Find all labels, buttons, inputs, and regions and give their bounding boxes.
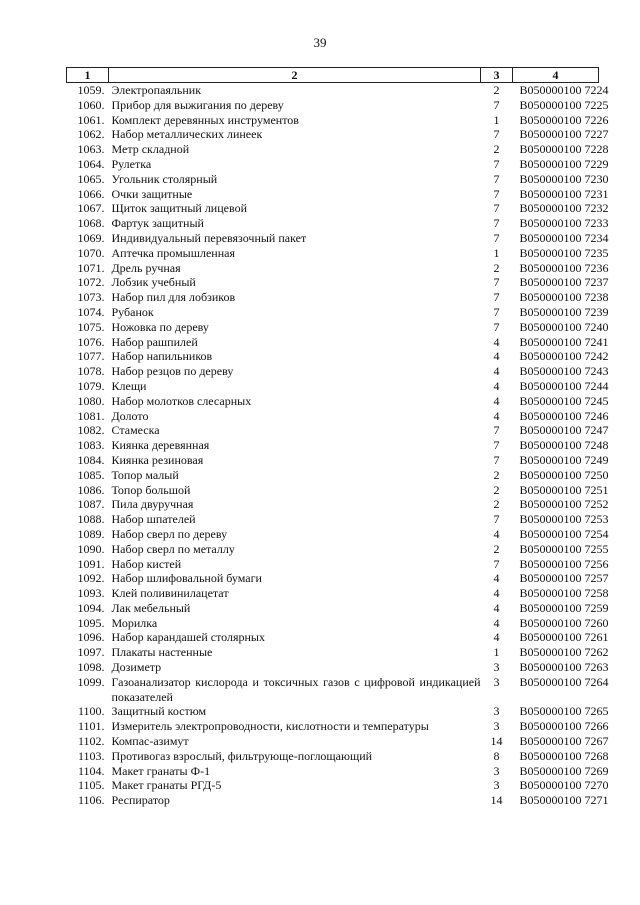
item-code: B050000100 7251 [519, 482, 609, 497]
row-number: 1088. [77, 512, 105, 527]
item-quantity: 4 [493, 364, 500, 379]
item-code: B050000100 7271 [519, 793, 609, 808]
item-code: B050000100 7227 [519, 127, 609, 142]
table-row [67, 453, 599, 468]
item-code: B050000100 7253 [519, 512, 609, 527]
item-code: B050000100 7234 [519, 230, 609, 245]
item-name: Набор карандашей столярных [111, 630, 265, 645]
row-number: 1089. [77, 526, 105, 541]
item-quantity: 4 [493, 526, 500, 541]
row-number: 1071. [77, 260, 105, 275]
item-code: B050000100 7230 [519, 171, 609, 186]
item-name: Защитный костюм [111, 704, 207, 719]
row-number: 1074. [77, 304, 105, 319]
item-code: B050000100 7247 [519, 423, 609, 438]
table-row [67, 749, 599, 764]
item-code: B050000100 7259 [519, 600, 609, 615]
item-quantity: 7 [493, 127, 500, 142]
row-number: 1080. [77, 393, 105, 408]
inventory-table [66, 67, 609, 808]
table-row [67, 793, 599, 808]
table-row [67, 423, 599, 438]
item-quantity: 7 [493, 304, 500, 319]
item-name: Плакаты настенные [111, 645, 213, 660]
header-row [67, 68, 599, 83]
table-row [67, 113, 599, 128]
item-name: Метр складной [111, 142, 190, 157]
row-number: 1091. [77, 556, 105, 571]
table-row [67, 734, 599, 749]
item-code: B050000100 7249 [519, 452, 609, 467]
item-quantity: 7 [493, 156, 500, 171]
item-code: B050000100 7241 [519, 334, 609, 349]
item-name: Дрель ручная [111, 260, 181, 275]
row-number: 1106. [77, 793, 105, 808]
row-number: 1077. [77, 349, 105, 364]
table-row [67, 305, 599, 320]
table-body [67, 83, 609, 809]
item-name: Измеритель электропроводности, кислотности и температуры [111, 719, 429, 734]
item-name: Набор напильников [111, 349, 213, 364]
item-code: B050000100 7229 [519, 156, 609, 171]
item-code: B050000100 7258 [519, 586, 609, 601]
item-name: Долото [111, 408, 149, 423]
item-code: B050000100 7262 [519, 645, 609, 660]
table-row [67, 468, 599, 483]
table-row [67, 542, 599, 557]
item-quantity: 2 [493, 541, 500, 556]
table-row [67, 216, 599, 231]
item-quantity: 4 [493, 600, 500, 615]
item-code: B050000100 7250 [519, 467, 609, 482]
row-number: 1084. [77, 452, 105, 467]
table-row [67, 601, 599, 616]
item-code: B050000100 7235 [519, 245, 609, 260]
row-number: 1103. [77, 748, 105, 763]
item-quantity: 2 [493, 497, 500, 512]
item-quantity: 2 [493, 260, 500, 275]
item-code: B050000100 7240 [519, 319, 609, 334]
row-number: 1059. [77, 83, 105, 97]
table-row [67, 571, 599, 586]
item-code: B050000100 7267 [519, 734, 609, 749]
row-number: 1075. [77, 319, 105, 334]
item-code: B050000100 7260 [519, 615, 609, 630]
item-name: Киянка резиновая [111, 452, 204, 467]
table-row [67, 364, 599, 379]
row-number: 1078. [77, 364, 105, 379]
table-row [67, 557, 599, 572]
item-quantity: 7 [493, 201, 500, 216]
item-code: B050000100 7263 [519, 660, 609, 675]
table-row [67, 645, 599, 660]
item-name: Очки защитные [111, 186, 193, 201]
item-name: Набор пил для лобзиков [111, 290, 236, 305]
item-name: Набор металлических линеек [111, 127, 263, 142]
item-code: B050000100 7224 [519, 83, 609, 97]
item-name: Набор молотков слесарных [111, 393, 252, 408]
item-code: B050000100 7228 [519, 142, 609, 157]
table-row [67, 704, 599, 719]
item-quantity: 4 [493, 349, 500, 364]
item-name: Набор кистей [111, 556, 182, 571]
item-code: B050000100 7238 [519, 290, 609, 305]
row-number: 1065. [77, 171, 105, 186]
item-quantity: 7 [493, 97, 500, 112]
item-name: Макет гранаты Ф-1 [111, 763, 211, 778]
item-name: Набор сверл по металлу [111, 541, 235, 556]
table-row [67, 778, 599, 793]
header-col-quantity: 3 [481, 68, 513, 83]
item-quantity: 4 [493, 334, 500, 349]
row-number: 1104. [77, 763, 105, 778]
table-row [67, 201, 599, 216]
table-row [67, 142, 599, 157]
item-code: B050000100 7232 [519, 201, 609, 216]
item-code: B050000100 7269 [519, 763, 609, 778]
table-row [67, 719, 599, 734]
table-row [67, 290, 599, 305]
item-name: Аптечка промышленная [111, 245, 235, 260]
item-code: B050000100 7226 [519, 112, 609, 127]
item-code: B050000100 7243 [519, 364, 609, 379]
item-quantity: 4 [493, 586, 500, 601]
row-number: 1100. [77, 704, 105, 719]
header-col-number: 1 [67, 68, 109, 83]
table-row [67, 630, 599, 645]
item-name: Набор шпателей [111, 512, 196, 527]
row-number: 1098. [77, 660, 105, 675]
item-name: Компас-азимут [111, 734, 189, 749]
row-number: 1099. [77, 674, 105, 689]
table-row [67, 335, 599, 350]
item-name: Угольник столярный [111, 171, 218, 186]
row-number: 1076. [77, 334, 105, 349]
item-code: B050000100 7239 [519, 304, 609, 319]
row-number: 1094. [77, 600, 105, 615]
item-quantity: 4 [493, 408, 500, 423]
row-number: 1105. [77, 778, 105, 793]
item-name: Индивидуальный перевязочный пакет [111, 230, 307, 245]
item-name: Набор шлифовальной бумаги [111, 571, 262, 586]
item-name: Топор большой [111, 482, 191, 497]
item-quantity: 14 [490, 793, 503, 808]
item-name: Рулетка [111, 156, 152, 171]
item-name: Набор резцов по дереву [111, 364, 234, 379]
item-code: B050000100 7264 [519, 674, 609, 689]
item-quantity: 7 [493, 290, 500, 305]
item-name: Противогаз взрослый, фильтрующе-поглощающий [111, 748, 373, 763]
item-quantity: 2 [493, 142, 500, 157]
item-quantity: 7 [493, 423, 500, 438]
table-row [67, 438, 599, 453]
table-row [67, 764, 599, 779]
item-code: B050000100 7245 [519, 393, 609, 408]
item-code: B050000100 7233 [519, 216, 609, 231]
row-number: 1102. [77, 734, 105, 749]
item-name: Прибор для выжигания по дереву [111, 97, 284, 112]
table-row [67, 261, 599, 276]
item-quantity: 3 [493, 778, 500, 793]
table-row [67, 98, 599, 113]
table-row [67, 275, 599, 290]
item-quantity: 7 [493, 438, 500, 453]
row-number: 1079. [77, 378, 105, 393]
item-code: B050000100 7246 [519, 408, 609, 423]
row-number: 1073. [77, 290, 105, 305]
item-name: Пила двуручная [111, 497, 194, 512]
page-number: 39 [313, 35, 327, 50]
item-quantity: 8 [493, 748, 500, 763]
item-quantity: 2 [493, 83, 500, 97]
item-code: B050000100 7257 [519, 571, 609, 586]
item-name: Стамеска [111, 423, 160, 438]
item-quantity: 2 [493, 482, 500, 497]
item-name: Респиратор [111, 793, 170, 808]
row-number: 1095. [77, 615, 105, 630]
table-row [67, 349, 599, 364]
row-number: 1067. [77, 201, 105, 216]
row-number: 1064. [77, 156, 105, 171]
item-quantity: 4 [493, 378, 500, 393]
item-quantity: 3 [493, 704, 500, 719]
item-quantity: 4 [493, 393, 500, 408]
item-name: Щиток защитный лицевой [111, 201, 247, 216]
item-quantity: 4 [493, 630, 500, 645]
table-header [67, 68, 599, 83]
item-code: B050000100 7236 [519, 260, 609, 275]
item-name: Макет гранаты РГД-5 [111, 778, 222, 793]
item-quantity: 7 [493, 171, 500, 186]
item-quantity: 7 [493, 512, 500, 527]
table-row [67, 83, 599, 98]
row-number: 1086. [77, 482, 105, 497]
item-quantity: 7 [493, 556, 500, 571]
item-name: Киянка деревянная [111, 438, 210, 453]
table-row [67, 231, 599, 246]
row-number: 1093. [77, 586, 105, 601]
item-quantity: 2 [493, 467, 500, 482]
row-number: 1066. [77, 186, 105, 201]
item-quantity: 4 [493, 571, 500, 586]
row-number: 1096. [77, 630, 105, 645]
row-number: 1069. [77, 230, 105, 245]
row-number: 1090. [77, 541, 105, 556]
row-number: 1087. [77, 497, 105, 512]
item-quantity: 1 [493, 645, 500, 660]
item-code: B050000100 7265 [519, 704, 609, 719]
item-quantity: 4 [493, 615, 500, 630]
table-row [67, 246, 599, 261]
row-number: 1092. [77, 571, 105, 586]
item-quantity: 7 [493, 319, 500, 334]
row-number: 1101. [77, 719, 105, 734]
item-code: B050000100 7225 [519, 97, 609, 112]
item-name: Клей поливинилацетат [111, 586, 229, 601]
item-code: B050000100 7255 [519, 541, 609, 556]
item-code: B050000100 7237 [519, 275, 609, 290]
item-code: B050000100 7254 [519, 526, 609, 541]
item-name: Комплект деревянных инструментов [111, 112, 299, 127]
item-name: Топор малый [111, 467, 179, 482]
item-quantity: 7 [493, 230, 500, 245]
item-quantity: 3 [493, 660, 500, 675]
item-quantity: 7 [493, 186, 500, 201]
item-name: Дозиметр [111, 660, 162, 675]
item-quantity: 14 [490, 734, 503, 749]
table-row [67, 483, 599, 498]
header-col-name: 2 [109, 68, 481, 83]
item-name: Морилка [111, 615, 158, 630]
table-row [67, 675, 599, 705]
item-code: B050000100 7270 [519, 778, 609, 793]
item-code: B050000100 7268 [519, 748, 609, 763]
item-code: B050000100 7248 [519, 438, 609, 453]
item-quantity: 3 [493, 763, 500, 778]
row-number: 1072. [77, 275, 105, 290]
item-name: Ножовка по дереву [111, 319, 209, 334]
row-number: 1083. [77, 438, 105, 453]
item-code: B050000100 7242 [519, 349, 609, 364]
row-number: 1068. [77, 216, 105, 231]
item-quantity: 3 [493, 719, 500, 734]
item-name: Лобзик учебный [111, 275, 196, 290]
row-number: 1061. [77, 112, 105, 127]
table-row [67, 172, 599, 187]
row-number: 1063. [77, 142, 105, 157]
row-number: 1097. [77, 645, 105, 660]
item-quantity: 7 [493, 216, 500, 231]
table-row [67, 320, 599, 335]
item-name: Набор рашпилей [111, 334, 198, 349]
item-name: Электропаяльник [111, 83, 202, 97]
item-quantity: 3 [493, 674, 500, 689]
item-code: B050000100 7244 [519, 378, 609, 393]
table-row [67, 660, 599, 675]
table-row [67, 586, 599, 601]
table-row [67, 409, 599, 424]
item-name: Лак мебельный [111, 600, 191, 615]
table-row [67, 616, 599, 631]
row-number: 1060. [77, 97, 105, 112]
table-row [67, 127, 599, 142]
table-row [67, 187, 599, 202]
item-quantity: 1 [493, 112, 500, 127]
item-code: B050000100 7256 [519, 556, 609, 571]
item-name: Фартук защитный [111, 216, 204, 231]
item-code: B050000100 7252 [519, 497, 609, 512]
table-row [67, 497, 599, 512]
item-name: Газоанализатор кислорода и токсичных газов с цифровой индикацией показателей [111, 674, 481, 704]
item-quantity: 7 [493, 275, 500, 290]
row-number: 1070. [77, 245, 105, 260]
row-number: 1082. [77, 423, 105, 438]
item-code: B050000100 7266 [519, 719, 609, 734]
item-quantity: 7 [493, 452, 500, 467]
item-name: Клещи [111, 378, 147, 393]
item-quantity: 1 [493, 245, 500, 260]
row-number: 1081. [77, 408, 105, 423]
item-name: Набор сверл по дереву [111, 526, 228, 541]
item-code: B050000100 7231 [519, 186, 609, 201]
row-number: 1062. [77, 127, 105, 142]
table-row [67, 157, 599, 172]
table-row [67, 527, 599, 542]
table-row [67, 394, 599, 409]
header-col-code: 4 [513, 68, 599, 83]
table-row [67, 512, 599, 527]
item-code: B050000100 7261 [519, 630, 609, 645]
item-name: Рубанок [111, 304, 154, 319]
table-row [67, 379, 599, 394]
row-number: 1085. [77, 467, 105, 482]
